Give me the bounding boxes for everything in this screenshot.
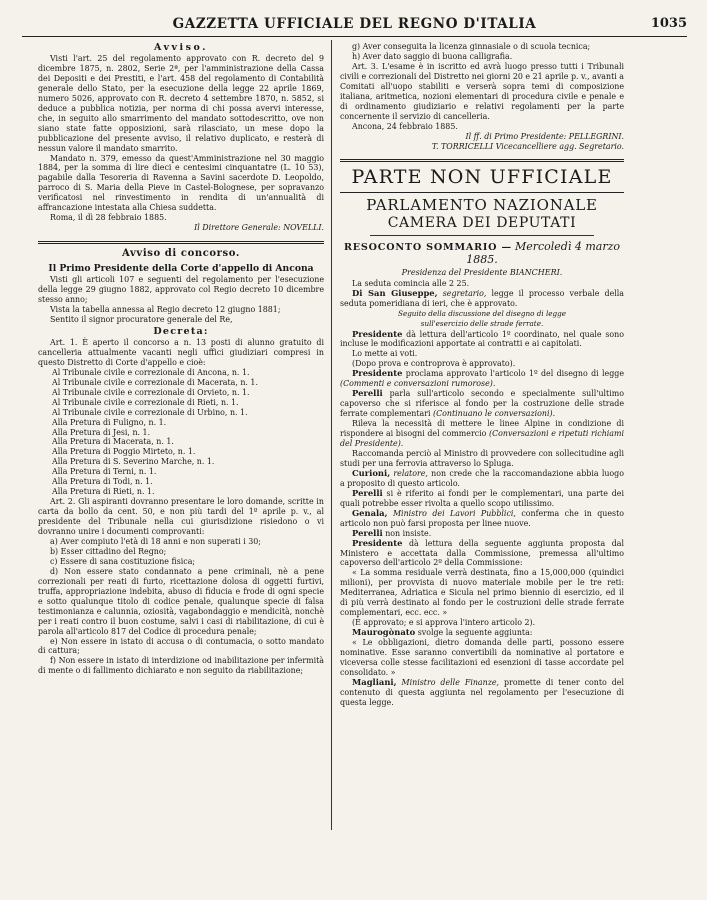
concorso-visti-2: Vista la tabella annessa al Regio decreto 12 giugno 1881;: [50, 305, 281, 315]
speech-text: conferma che in questo articolo non può farsi proposta per linee nuove.: [340, 508, 624, 528]
list-item: Alla Pretura di Jesi, n. 1.: [52, 427, 151, 437]
list-item: Alla Pretura di Rieti, n. 1.: [52, 487, 155, 497]
speech-rileva: [340, 419, 624, 449]
speaker-name: Genala,: [352, 507, 388, 518]
avviso-paragraph-2: Mandato n. 379, emesso da quest'Amministrazione nel 30 maggio 1884, per la somma di lire dieci e centesimi cinquantatre (L. 10 53), pagabile dalla Tesoreria di Ravenna a Savini sacerdote D. Leopoldo, parroco di S. Maria della Pieve in Castel-Bolognese, per sopravanzo verificatosi nel rinvestimento in rendita di un'annualità di affrancazione intestata alla Chiesa suddetta.: [38, 153, 324, 213]
speech-text: legge il processo verbale della seduta pomeridiana di ieri, che è approvato.: [340, 289, 624, 309]
speech-text: non insiste.: [385, 528, 432, 538]
approvato-note: (È approvato; e si approva l'intero articolo 2).: [352, 618, 536, 628]
avviso-paragraph-1: Visti l'art. 25 del regolamento approvato con R. decreto del 9 dicembre 1875, n. 2802, Serie 2ª, per l'amministrazione della Cassa dei Depositi e dei Prestiti, e l'art. 458 del regolamento di Contabilità generale dello Stato, per la esecuzione della legge 22 aprile 1869, numero 5026, approvato con R. decreto 4 settembre 1870, n. 5852, si deduce a pubblica notizia, per norma di chi possa avervi interesse, che, in seguito allo smarrimento del mandato sottodescritto, ove non siano state fatte opposizioni, sarà rilasciato, un mese dopo la pubblicazione del presente avviso, il relativo duplicato, e resterà di nessun valore il mandato smarrito.: [38, 54, 324, 153]
speaker-name: Curioni,: [352, 467, 391, 478]
list-item: Alla Pretura di Macerata, n. 1.: [52, 437, 174, 447]
speaker-name: Perelli: [352, 388, 383, 399]
speech-genala: [340, 509, 624, 529]
speech-text: Rileva la necessità di mettere le linee Alpine in condizione di rispondere ai bisogni del commercio: [340, 419, 624, 439]
speaker-role: relatore,: [393, 468, 428, 478]
list-item: Al Tribunale civile e correzionale di Macerata, n. 1.: [52, 377, 258, 387]
page-number: 1035: [650, 16, 687, 31]
concorso-date: Ancona, 24 febbraio 1885.: [352, 121, 458, 131]
decreta-heading: Decreta:: [153, 325, 209, 337]
requirement-e: e) Non essere in istato di accusa o di contumacia, o sotto mandato di cattura;: [38, 636, 324, 656]
seguito-line-2: sull'esercizio delle strade ferrate.: [420, 318, 544, 328]
parte-non-ufficiale-heading: PARTE NON UFFICIALE: [351, 166, 613, 189]
list-item: Alla Pretura di S. Severino Marche, n. 1.: [52, 457, 215, 467]
concorso-visti-3: Sentito il signor procuratore generale del Re,: [50, 314, 233, 324]
requirement-b: b) Esser cittadino del Regno;: [50, 546, 167, 556]
speech-san-giuseppe: [340, 289, 624, 309]
seguito-line-1: Seguito della discussione del disegno di legge: [398, 309, 566, 319]
speech-text: si è riferito ai fondi per le complementari, una parte dei quali potrebbe esser rivolta a quello scopo utilissimo.: [340, 488, 624, 508]
heading-rule: [370, 235, 594, 236]
speech-magliani: [340, 678, 624, 708]
avviso-title: Avviso.: [154, 42, 208, 53]
speech-maurogonato: [340, 628, 624, 638]
section-divider: [340, 159, 624, 162]
speaker-name: Perelli: [352, 527, 383, 538]
speech-perelli-2: [340, 489, 624, 509]
list-item: Alla Pretura di Fuligno, n. 1.: [52, 417, 167, 427]
speaker-name: Presidente: [352, 368, 403, 379]
concorso-visti-1: Visti gli articoli 107 e seguenti del regolamento per l'esecuzione della legge 29 giugno 1882, approvato col Regio decreto 10 dicembre stesso anno;: [38, 275, 324, 305]
mette-ai-voti: Lo mette ai voti.: [352, 349, 418, 359]
presidenza-line: Presidenza del Presidente BIANCHERI.: [401, 268, 563, 278]
speech-presidente-2: [340, 369, 624, 389]
requirement-f: f) Non essere in istato di interdizione od inabilitazione per infermità di mente o di fallimento dichiarato e non seguito da riabilitazione;: [38, 656, 324, 676]
speech-presidente-1: [340, 330, 624, 350]
speaker-name: Presidente: [352, 537, 403, 548]
speech-text: promette di tener conto del contenuto di questa aggiunta nel regolamento per l'esecuzione di questa legge.: [340, 677, 625, 707]
section-divider: [38, 241, 324, 244]
speech-text: non crede che la raccomandazione abbia luogo a proposito di questo articolo.: [340, 468, 624, 488]
list-item: Alla Pretura di Todi, n. 1.: [52, 477, 153, 487]
speech-text: dà lettura dell'articolo 1º coordinato, nel quale sono incluse le modificazioni apportate ai contratti e ai capitolati.: [340, 329, 624, 349]
parlamento-heading: PARLAMENTO NAZIONALE: [366, 196, 598, 215]
gazette-title: GAZZETTA UFFICIALE DEL REGNO D'ITALIA: [172, 16, 537, 32]
heading-rule: [340, 192, 624, 193]
avviso-date: Roma, il dì 28 febbraio 1885.: [50, 213, 167, 223]
posti-list: [38, 368, 324, 497]
seduta-start: La seduta comincia alle 2 25.: [352, 279, 470, 289]
page-header: [22, 14, 687, 37]
requirement-g: g) Aver conseguita la licenza ginnasiale o di scuola tecnica;: [352, 42, 591, 51]
resoconto-label: RESOCONTO SOMMARIO —: [343, 242, 512, 254]
resoconto-date: Mercoledì 4 marzo 1885.: [466, 240, 620, 267]
speech-text: proclama approvato l'articolo 1º del disegno di legge: [405, 369, 624, 379]
signature-secretary: T. TORRICELLI Vicecancelliere agg. Segretario.: [431, 141, 624, 151]
requirement-h: h) Aver dato saggio di buona calligrafia.: [352, 51, 513, 61]
right-column: [340, 42, 624, 708]
quoted-amendment-1: « La somma residuale verrà destinata, fino a 15,000,000 (quindici milioni), per provvista di nuovo materiale mobile per le tre reti: Mediterranea, Adriatica e Sicula nel primo biennio di esercizio, ed il di più verrà destinato al fondo per le costruzioni delle strade ferrate complementari, ecc. ecc. »: [340, 568, 624, 618]
camera-heading: CAMERA DEI DEPUTATI: [387, 215, 577, 232]
resoconto-heading: [340, 240, 624, 266]
speaker-name: Perelli: [352, 487, 383, 498]
speech-perelli-1: [340, 389, 624, 419]
stage-note: (Conversazioni e ripetuti richiami del Presidente).: [340, 429, 625, 449]
speech-presidente-3: [340, 539, 624, 569]
list-item: Al Tribunale civile e correzionale di Urbino, n. 1.: [52, 407, 248, 417]
speaker-name: Di San Giuseppe,: [352, 288, 438, 299]
speaker-name: Magliani,: [352, 676, 397, 687]
avviso-signature: Il Direttore Generale: NOVELLI.: [194, 223, 324, 233]
speech-text: dà lettura della seguente aggiunta proposta dal Ministero e accettata dalla Commissione, premessa all'ultimo capoverso dell'articolo 2º della Commissione:: [340, 538, 624, 568]
column-divider: [331, 40, 332, 830]
speaker-role: segretario,: [442, 289, 487, 299]
list-item: Al Tribunale civile e correzionale di Rieti, n. 1.: [52, 397, 239, 407]
article-1: Art. 1. È aperto il concorso a n. 13 posti di alunno gratuito di cancelleria attualmente vacanti negli uffici giudiziari compresi in questo Distretto di Corte d'appello e cioè:: [38, 337, 324, 367]
stage-note: (Commenti e conversazioni rumorose).: [340, 379, 496, 389]
concorso-subtitle: Il Primo Presidente della Corte d'appello di Ancona: [48, 263, 314, 275]
requirement-a: a) Aver compiuto l'età di 18 anni e non superati i 30;: [50, 536, 261, 546]
speaker-role: Ministro dei Lavori Pubblici,: [392, 508, 516, 518]
stage-note: (Continuano le conversazioni).: [433, 409, 556, 419]
speech-curioni: [340, 469, 624, 489]
article-2: Art. 2. Gli aspiranti dovranno presentare le loro domande, scritte in carta da bollo da cent. 50, e non più tardi del 1º aprile p. v., al presidente del Tribunale nella cui giurisdizione risiedono o vi dovranno unire i documenti comprovanti:: [38, 497, 324, 537]
list-item: Alla Pretura di Poggio Mirteto, n. 1.: [52, 447, 196, 457]
prova-note: (Dopo prova e controprova è approvato).: [352, 359, 516, 369]
speaker-name: Presidente: [352, 328, 403, 339]
concorso-title: Avviso di concorso.: [122, 248, 240, 260]
list-item: Alla Pretura di Terni, n. 1.: [52, 467, 157, 477]
left-column: [38, 42, 324, 676]
speech-text: parla sull'articolo secondo e specialmente sull'ultimo capoverso che si riferisce al fondo per la costruzione delle strade ferrate complementari: [340, 389, 624, 419]
speaker-role: Ministro delle Finanze,: [401, 677, 500, 687]
signature-president: Il ff. di Primo Presidente: PELLEGRINI.: [465, 131, 624, 141]
speaker-name: Maurogònato: [352, 627, 416, 638]
requirement-d: d) Non essere stato condannato a pene criminali, nè a pene correzionali per reati di furto, ricettazione dolosa di oggetti furtivi, truffa, appropriazione indebita, abuso di fiducia e frode di ogni specie e sotto qualunque titolo di codice penale, qualunque specie di falsa testimonianza e calunnia, oziosità, vagabondaggio e mendicità, nonchè per i reati contro il buon costume, salvi i casi di riabilitazione, di cui è parola all'articolo 817 del Codice di procedura penale;: [38, 566, 324, 636]
speech-raccomanda: Raccomanda perciò al Ministro di provvedere con sollecitudine agli studi per una ferrovia attraverso lo Spluga.: [340, 448, 624, 468]
speech-text: svolge la seguente aggiunta:: [417, 628, 533, 638]
article-3: Art. 3. L'esame è in iscritto ed avrà luogo presso tutti i Tribunali civili e correzionali del Distretto nei giorni 20 e 21 aprile p. v., avanti a Comitati all'uopo stabiliti e verserà sopra temi di composizione italiana, aritmetica, nozioni elementari di procedura civile e penale e di ordinamento giudiziario e relativi regolamenti per la parte concernente il servizio di cancelleria.: [340, 61, 624, 121]
list-item: Al Tribunale civile e correzionale di Orvieto, n. 1.: [52, 387, 250, 397]
list-item: Al Tribunale civile e correzionale di Ancona, n. 1.: [52, 367, 250, 377]
quoted-amendment-2: « Le obbligazioni, dietro domanda delle parti, possono essere nominative. Esse saranno convertibili da nominative al portatore e viceversa colle stesse facilitazioni ed esenzioni di tasse accordate pel consolidato. »: [340, 638, 624, 677]
requirement-c: c) Essere di sana costituzione fisica;: [50, 556, 196, 566]
